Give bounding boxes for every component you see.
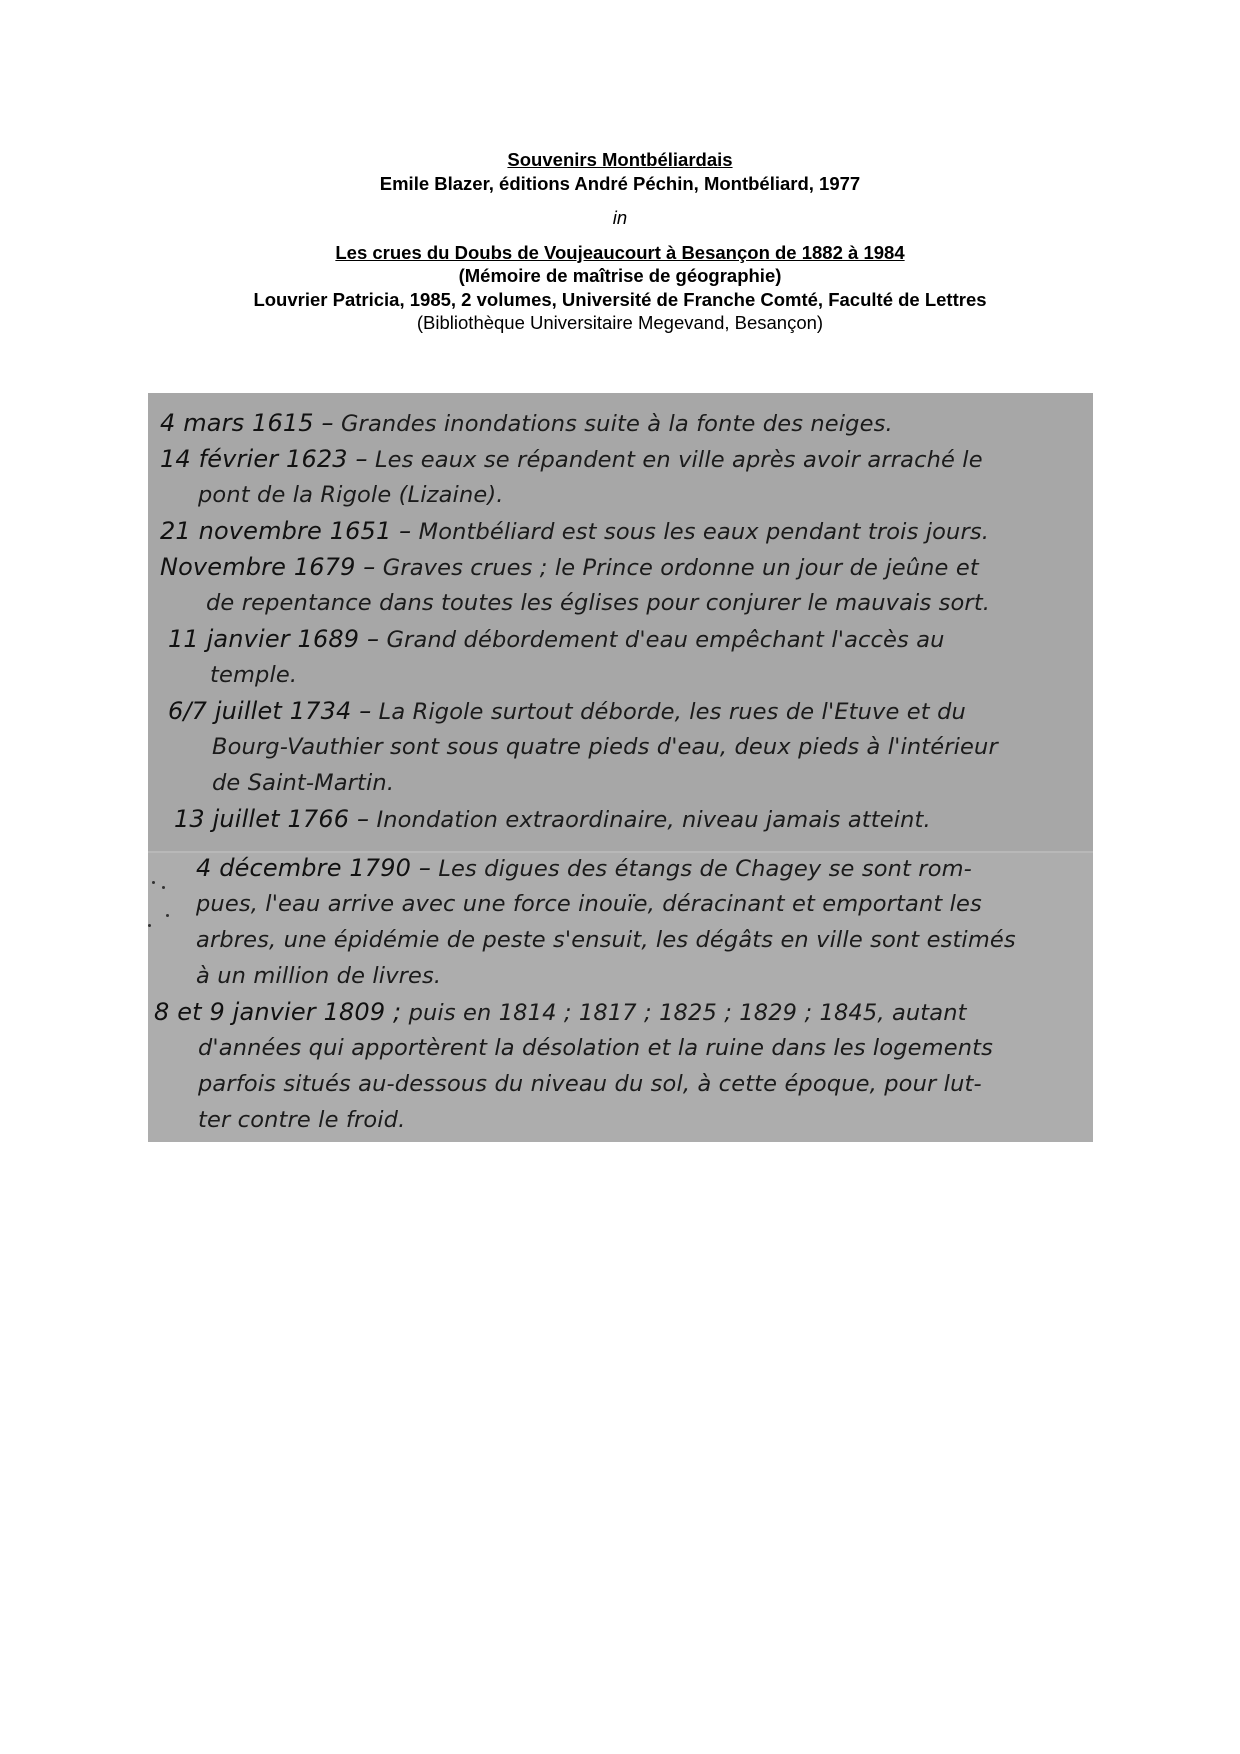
entry-text: Les digues des étangs de Chagey se sont rom- [438, 856, 972, 882]
entry-date: 4 mars 1615 – [160, 409, 334, 437]
entry-continuation: temple. [210, 662, 298, 688]
entry-text: Les eaux se répandent en ville après avoir arraché le [374, 447, 983, 473]
entry-date: 11 janvier 1689 – [168, 625, 380, 653]
flood-entry [160, 441, 983, 478]
flood-entry [160, 405, 893, 442]
book-title: Souvenirs Montbéliardais [507, 149, 733, 170]
scanned-excerpt [148, 393, 1093, 1142]
entry-continuation: d'années qui apportèrent la désolation et la ruine dans les logements [198, 1035, 993, 1061]
entry-continuation: parfois situés au-dessous du niveau du sol, à cette époque, pour lut- [198, 1071, 982, 1097]
entry-continuation: Bourg-Vauthier sont sous quatre pieds d'eau, deux pieds à l'intérieur [212, 734, 998, 760]
scan-speck [148, 924, 151, 927]
entry-text: Inondation extraordinaire, niveau jamais atteint. [376, 807, 931, 833]
scan-speck [166, 914, 169, 917]
entry-date: 6/7 juillet 1734 – [168, 697, 372, 725]
thesis-author: Louvrier Patricia, 1985, 2 volumes, Université de Franche Comté, Faculté de Lettres [253, 288, 987, 310]
entry-continuation: arbres, une épidémie de peste s'ensuit, les dégâts en ville sont estimés [196, 927, 1016, 953]
scan-speck [152, 881, 155, 884]
thesis-title: Les crues du Doubs de Voujeaucourt à Besançon de 1882 à 1984 [335, 241, 905, 263]
entry-continuation: de Saint-Martin. [212, 770, 395, 796]
entry-date: 8 et 9 janvier 1809 ; [154, 998, 402, 1026]
entry-date: 21 novembre 1651 – [160, 517, 412, 545]
entry-continuation: ter contre le froid. [198, 1107, 406, 1133]
entry-continuation: pues, l'eau arrive avec une force inouïe, déracinant et emportant les [196, 891, 982, 917]
entry-text: Grand débordement d'eau empêchant l'accès au [386, 627, 945, 653]
entry-date: Novembre 1679 – [160, 553, 376, 581]
entry-continuation: pont de la Rigole (Lizaine). [198, 482, 504, 508]
entry-text: Graves crues ; le Prince ordonne un jour de jeûne et [382, 555, 979, 581]
entry-text: La Rigole surtout déborde, les rues de l'Etuve et du [378, 699, 966, 725]
entry-date: 14 février 1623 – [160, 445, 368, 473]
flood-entry [168, 621, 945, 658]
scan-speck [162, 886, 165, 889]
entry-text: Grandes inondations suite à la fonte des neiges. [340, 411, 893, 437]
thesis-location: (Bibliothèque Universitaire Megevand, Besançon) [416, 312, 824, 333]
entry-date: 4 décembre 1790 – [196, 854, 431, 882]
entry-continuation: de repentance dans toutes les églises pour conjurer le mauvais sort. [206, 590, 991, 616]
flood-entry [154, 994, 967, 1031]
book-source: Emile Blazer, éditions André Péchin, Montbéliard, 1977 [379, 172, 861, 194]
flood-entry [196, 850, 972, 887]
flood-entry [168, 693, 966, 730]
entry-text: Montbéliard est sous les eaux pendant trois jours. [418, 519, 990, 545]
in-label: in [612, 207, 628, 228]
entry-date: 13 juillet 1766 – [174, 805, 370, 833]
entry-continuation: à un million de livres. [196, 963, 442, 989]
flood-entry [160, 513, 989, 550]
thesis-type: (Mémoire de maîtrise de géographie) [458, 265, 782, 286]
flood-entry [174, 801, 931, 838]
flood-entry [160, 549, 979, 586]
citation-header [0, 148, 1240, 335]
entry-text: puis en 1814 ; 1817 ; 1825 ; 1829 ; 1845, autant [408, 1000, 967, 1026]
